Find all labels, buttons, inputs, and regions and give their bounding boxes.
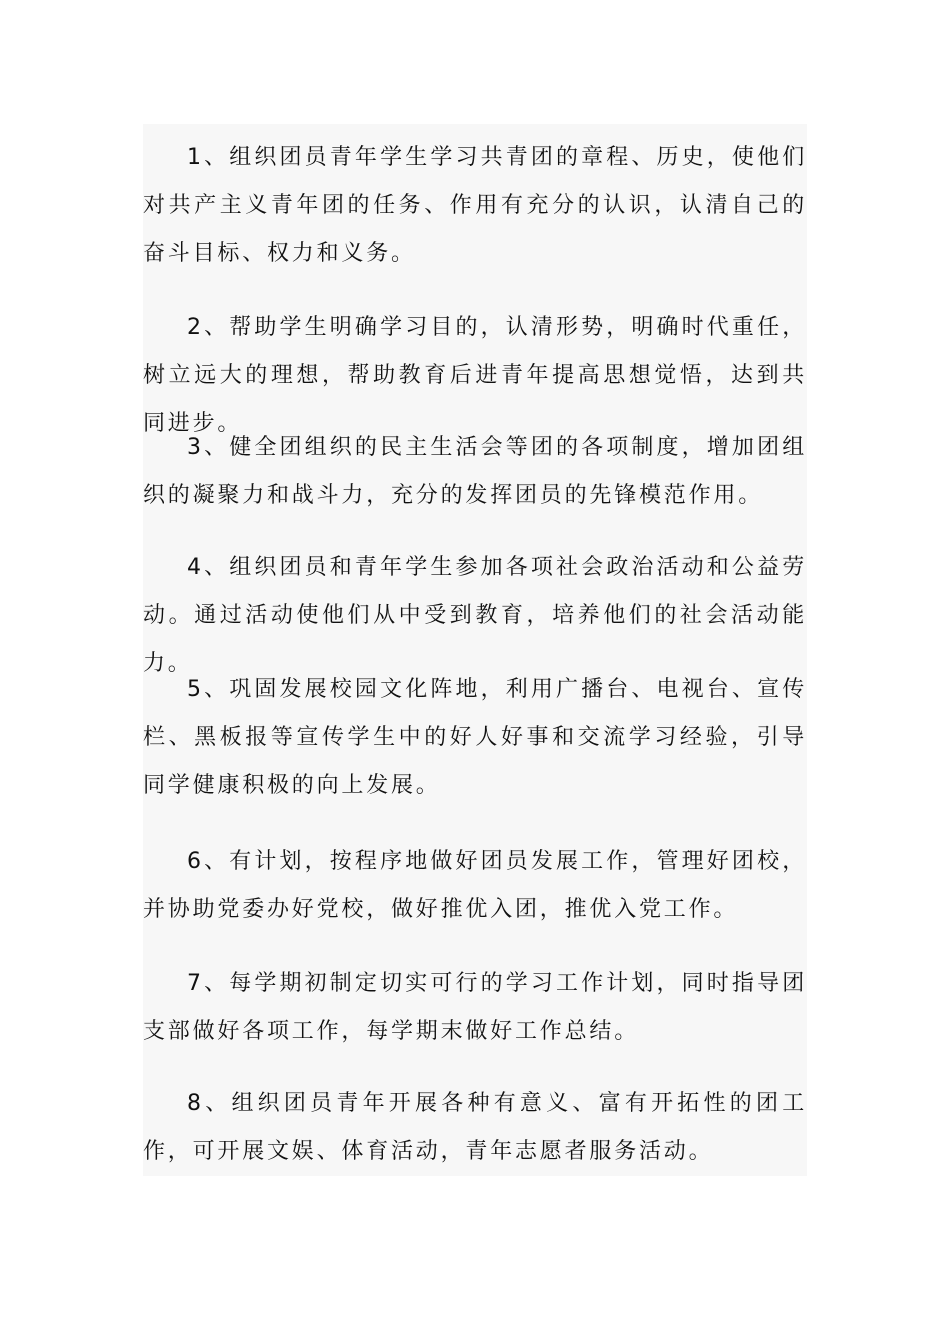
paragraph-5: 5、巩固发展校园文化阵地，利用广播台、电视台、宣传栏、黑板报等宣传学生中的好人好事和交流学习经验，引导同学健康积极的向上发展。 [143, 677, 807, 798]
document-body [143, 124, 807, 1176]
paragraph-3: 3、健全团组织的民主生活会等团的各项制度，增加团组织的凝聚力和战斗力，充分的发挥团员的先锋模范作用。 [143, 435, 807, 508]
paragraph-8: 8、组织团员青年开展各种有意义、富有开拓性的团工作，可开展文娱、体育活动，青年志愿者服务活动。 [143, 1091, 807, 1164]
paragraph-7: 7、每学期初制定切实可行的学习工作计划，同时指导团支部做好各项工作，每学期末做好工作总结。 [143, 971, 807, 1044]
paragraph-2: 2、帮助学生明确学习目的，认清形势，明确时代重任，树立远大的理想，帮助教育后进青年提高思想觉悟，达到共同进步。 [143, 315, 807, 436]
paragraph-6: 6、有计划，按程序地做好团员发展工作，管理好团校，并协助党委办好党校，做好推优入团，推优入党工作。 [143, 849, 807, 922]
paragraph-1: 1、组织团员青年学生学习共青团的章程、历史，使他们对共产主义青年团的任务、作用有充分的认识，认清自己的奋斗目标、权力和义务。 [143, 145, 807, 266]
paragraph-4: 4、组织团员和青年学生参加各项社会政治活动和公益劳动。通过活动使他们从中受到教育，培养他们的社会活动能力。 [143, 555, 807, 676]
